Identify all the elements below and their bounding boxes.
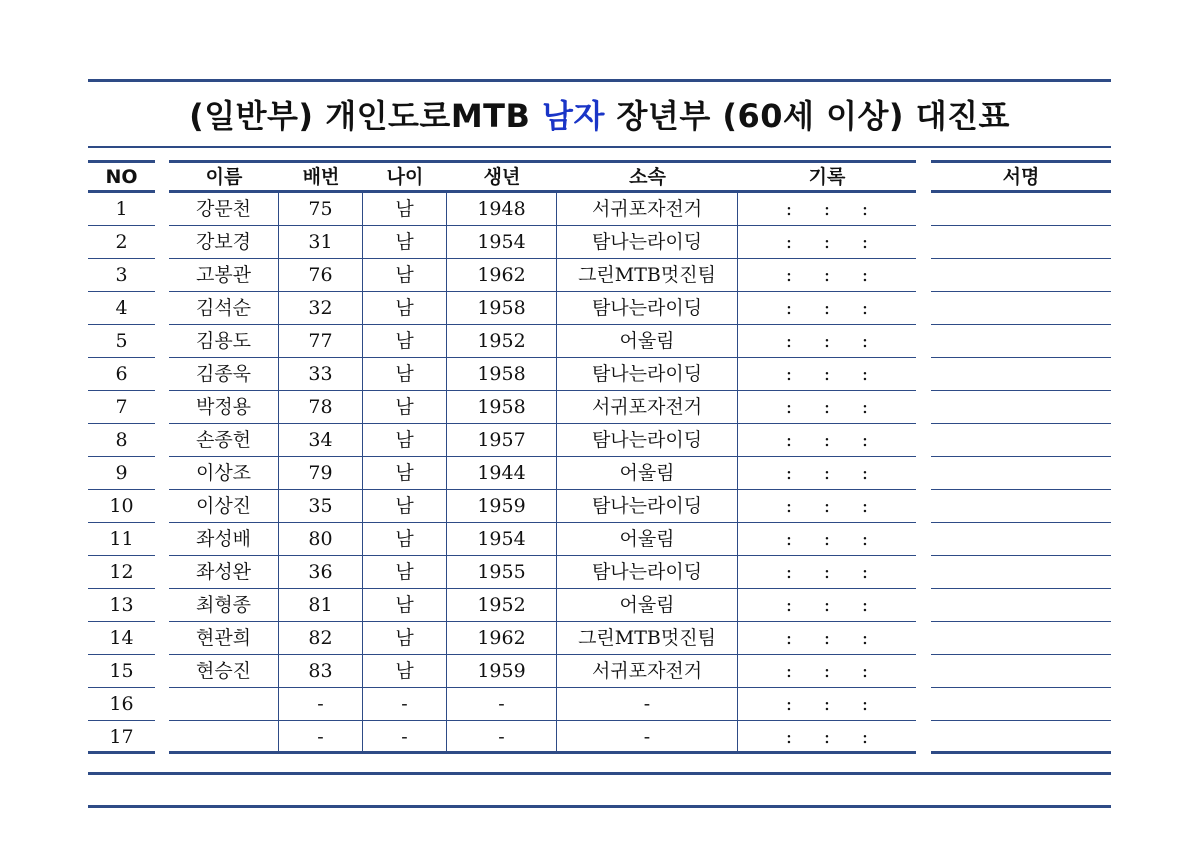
record-separator: : <box>823 561 831 583</box>
cell-birth: 1952 <box>447 325 557 358</box>
cell-team: 탐나는라이딩 <box>557 424 738 457</box>
cell-age: 남 <box>363 655 447 688</box>
cell-no: 5 <box>88 325 155 358</box>
cell-record <box>738 259 916 292</box>
cell-name: 김석순 <box>169 292 279 325</box>
cell-no: 6 <box>88 358 155 391</box>
cell-no: 17 <box>88 721 155 754</box>
cell-team: - <box>557 721 738 754</box>
record-separator: : <box>785 627 793 649</box>
record-separator: : <box>861 726 869 748</box>
cell-bib: 83 <box>279 655 363 688</box>
record-separator: : <box>823 528 831 550</box>
cell-no: 16 <box>88 688 155 721</box>
cell-name: 좌성배 <box>169 523 279 556</box>
cell-team: 탐나는라이딩 <box>557 226 738 259</box>
cell-record <box>738 556 916 589</box>
cell-age: 남 <box>363 325 447 358</box>
cell-age: 남 <box>363 358 447 391</box>
cell-team: 어울림 <box>557 457 738 490</box>
title-suffix: 장년부 (60세 이상) 대진표 <box>604 97 1010 135</box>
cell-birth: - <box>447 721 557 754</box>
cell-sign <box>931 589 1111 622</box>
record-separator: : <box>785 693 793 715</box>
cell-record <box>738 688 916 721</box>
cell-age: 남 <box>363 292 447 325</box>
record-separator: : <box>861 363 869 385</box>
header-no: NO <box>88 160 155 193</box>
record-separator: : <box>785 528 793 550</box>
cell-sign <box>931 259 1111 292</box>
record-separator: : <box>861 561 869 583</box>
cell-name: 강문천 <box>169 193 279 226</box>
cell-name: 현관희 <box>169 622 279 655</box>
bottom-rule-1 <box>88 772 1111 775</box>
cell-no: 7 <box>88 391 155 424</box>
cell-record <box>738 622 916 655</box>
bottom-rule-2 <box>88 805 1111 808</box>
record-separator: : <box>785 198 793 220</box>
cell-team: 서귀포자전거 <box>557 193 738 226</box>
record-separator: : <box>785 231 793 253</box>
record-separator: : <box>861 660 869 682</box>
cell-name: 고봉관 <box>169 259 279 292</box>
cell-birth: 1962 <box>447 259 557 292</box>
cell-age: 남 <box>363 523 447 556</box>
cell-no: 10 <box>88 490 155 523</box>
cell-age: 남 <box>363 490 447 523</box>
cell-bib: 35 <box>279 490 363 523</box>
cell-team: 어울림 <box>557 325 738 358</box>
cell-sign <box>931 193 1111 226</box>
record-separator: : <box>861 330 869 352</box>
cell-age: 남 <box>363 622 447 655</box>
cell-team: 그린MTB멋진팀 <box>557 259 738 292</box>
cell-sign <box>931 358 1111 391</box>
header-name: 이름 <box>169 160 279 193</box>
cell-no: 8 <box>88 424 155 457</box>
col-record <box>738 160 916 754</box>
cell-name: 좌성완 <box>169 556 279 589</box>
cell-bib: - <box>279 721 363 754</box>
cell-record <box>738 523 916 556</box>
cell-birth: 1962 <box>447 622 557 655</box>
cell-team: 탐나는라이딩 <box>557 556 738 589</box>
cell-bib: 79 <box>279 457 363 490</box>
cell-bib: 34 <box>279 424 363 457</box>
header-sign: 서명 <box>931 160 1111 193</box>
record-separator: : <box>785 660 793 682</box>
record-separator: : <box>785 396 793 418</box>
record-separator: : <box>823 660 831 682</box>
record-separator: : <box>785 297 793 319</box>
record-separator: : <box>861 594 869 616</box>
cell-birth: - <box>447 688 557 721</box>
col-age <box>363 160 447 754</box>
record-separator: : <box>823 429 831 451</box>
record-separator: : <box>861 495 869 517</box>
cell-record <box>738 457 916 490</box>
cell-sign <box>931 688 1111 721</box>
cell-birth: 1954 <box>447 226 557 259</box>
record-separator: : <box>823 594 831 616</box>
record-separator: : <box>785 561 793 583</box>
cell-team: 탐나는라이딩 <box>557 358 738 391</box>
cell-birth: 1954 <box>447 523 557 556</box>
cell-record <box>738 490 916 523</box>
cell-no: 13 <box>88 589 155 622</box>
col-birth <box>447 160 557 754</box>
cell-bib: 77 <box>279 325 363 358</box>
cell-no: 11 <box>88 523 155 556</box>
cell-birth: 1959 <box>447 655 557 688</box>
record-separator: : <box>823 693 831 715</box>
cell-age: 남 <box>363 556 447 589</box>
record-separator: : <box>861 264 869 286</box>
cell-bib: 36 <box>279 556 363 589</box>
cell-age: 남 <box>363 226 447 259</box>
cell-team: 탐나는라이딩 <box>557 292 738 325</box>
cell-age: - <box>363 721 447 754</box>
cell-team: 탐나는라이딩 <box>557 490 738 523</box>
record-separator: : <box>823 363 831 385</box>
cell-name: 박정용 <box>169 391 279 424</box>
col-no <box>88 160 155 754</box>
cell-age: 남 <box>363 391 447 424</box>
cell-bib: 80 <box>279 523 363 556</box>
record-separator: : <box>785 363 793 385</box>
cell-team: 서귀포자전거 <box>557 655 738 688</box>
cell-sign <box>931 622 1111 655</box>
cell-sign <box>931 721 1111 754</box>
record-separator: : <box>823 627 831 649</box>
cell-birth: 1958 <box>447 391 557 424</box>
cell-record <box>738 292 916 325</box>
cell-birth: 1948 <box>447 193 557 226</box>
record-separator: : <box>823 264 831 286</box>
col-team <box>557 160 738 754</box>
cell-bib: 33 <box>279 358 363 391</box>
cell-bib: 76 <box>279 259 363 292</box>
record-separator: : <box>785 726 793 748</box>
record-separator: : <box>785 429 793 451</box>
record-separator: : <box>823 495 831 517</box>
cell-no: 12 <box>88 556 155 589</box>
record-separator: : <box>785 594 793 616</box>
cell-name: 손종헌 <box>169 424 279 457</box>
cell-bib: 31 <box>279 226 363 259</box>
title-highlight: 남자 <box>542 97 605 135</box>
top-rule <box>88 79 1111 82</box>
record-separator: : <box>785 495 793 517</box>
cell-no: 2 <box>88 226 155 259</box>
cell-birth: 1952 <box>447 589 557 622</box>
cell-bib: 32 <box>279 292 363 325</box>
record-separator: : <box>861 198 869 220</box>
cell-age: 남 <box>363 424 447 457</box>
title-underline <box>88 146 1111 148</box>
cell-bib: 81 <box>279 589 363 622</box>
cell-sign <box>931 556 1111 589</box>
cell-team: 어울림 <box>557 589 738 622</box>
record-separator: : <box>861 429 869 451</box>
cell-age: 남 <box>363 589 447 622</box>
cell-age: 남 <box>363 193 447 226</box>
cell-record <box>738 424 916 457</box>
cell-record <box>738 193 916 226</box>
record-separator: : <box>861 693 869 715</box>
cell-sign <box>931 655 1111 688</box>
cell-record <box>738 655 916 688</box>
page-title <box>88 90 1111 142</box>
cell-age: 남 <box>363 457 447 490</box>
cell-name: 이상조 <box>169 457 279 490</box>
record-separator: : <box>861 231 869 253</box>
record-separator: : <box>861 528 869 550</box>
cell-name: 현승진 <box>169 655 279 688</box>
cell-team: 서귀포자전거 <box>557 391 738 424</box>
col-name <box>169 160 279 754</box>
cell-sign <box>931 391 1111 424</box>
col-bib <box>279 160 363 754</box>
cell-record <box>738 325 916 358</box>
cell-no: 15 <box>88 655 155 688</box>
record-separator: : <box>823 726 831 748</box>
cell-team: 어울림 <box>557 523 738 556</box>
cell-record <box>738 589 916 622</box>
cell-no: 1 <box>88 193 155 226</box>
cell-name: 김용도 <box>169 325 279 358</box>
record-separator: : <box>823 198 831 220</box>
cell-record <box>738 226 916 259</box>
header-team: 소속 <box>557 160 738 193</box>
record-separator: : <box>861 297 869 319</box>
cell-record <box>738 391 916 424</box>
record-separator: : <box>785 462 793 484</box>
cell-no: 9 <box>88 457 155 490</box>
cell-bib: 75 <box>279 193 363 226</box>
cell-birth: 1959 <box>447 490 557 523</box>
title-prefix: (일반부) 개인도로MTB <box>189 97 543 135</box>
cell-name: 김종욱 <box>169 358 279 391</box>
record-separator: : <box>823 462 831 484</box>
cell-no: 4 <box>88 292 155 325</box>
cell-sign <box>931 292 1111 325</box>
cell-age: - <box>363 688 447 721</box>
record-separator: : <box>823 297 831 319</box>
cell-name: 이상진 <box>169 490 279 523</box>
record-separator: : <box>861 627 869 649</box>
cell-birth: 1944 <box>447 457 557 490</box>
cell-team: - <box>557 688 738 721</box>
cell-record <box>738 358 916 391</box>
cell-no: 3 <box>88 259 155 292</box>
cell-bib: 82 <box>279 622 363 655</box>
cell-age: 남 <box>363 259 447 292</box>
record-separator: : <box>861 396 869 418</box>
record-separator: : <box>785 330 793 352</box>
record-separator: : <box>823 231 831 253</box>
header-birth: 생년 <box>447 160 557 193</box>
cell-name: 강보경 <box>169 226 279 259</box>
cell-sign <box>931 457 1111 490</box>
header-record: 기록 <box>738 160 916 193</box>
header-bib: 배번 <box>279 160 363 193</box>
cell-record <box>738 721 916 754</box>
cell-name <box>169 688 279 721</box>
cell-no: 14 <box>88 622 155 655</box>
cell-sign <box>931 490 1111 523</box>
header-age: 나이 <box>363 160 447 193</box>
cell-sign <box>931 424 1111 457</box>
cell-name <box>169 721 279 754</box>
cell-bib: - <box>279 688 363 721</box>
record-separator: : <box>861 462 869 484</box>
cell-name: 최형종 <box>169 589 279 622</box>
cell-birth: 1957 <box>447 424 557 457</box>
cell-birth: 1958 <box>447 358 557 391</box>
record-separator: : <box>823 330 831 352</box>
cell-birth: 1955 <box>447 556 557 589</box>
cell-sign <box>931 523 1111 556</box>
col-sign <box>931 160 1111 754</box>
cell-sign <box>931 325 1111 358</box>
record-separator: : <box>785 264 793 286</box>
cell-birth: 1958 <box>447 292 557 325</box>
record-separator: : <box>823 396 831 418</box>
cell-team: 그린MTB멋진팀 <box>557 622 738 655</box>
cell-sign <box>931 226 1111 259</box>
cell-bib: 78 <box>279 391 363 424</box>
